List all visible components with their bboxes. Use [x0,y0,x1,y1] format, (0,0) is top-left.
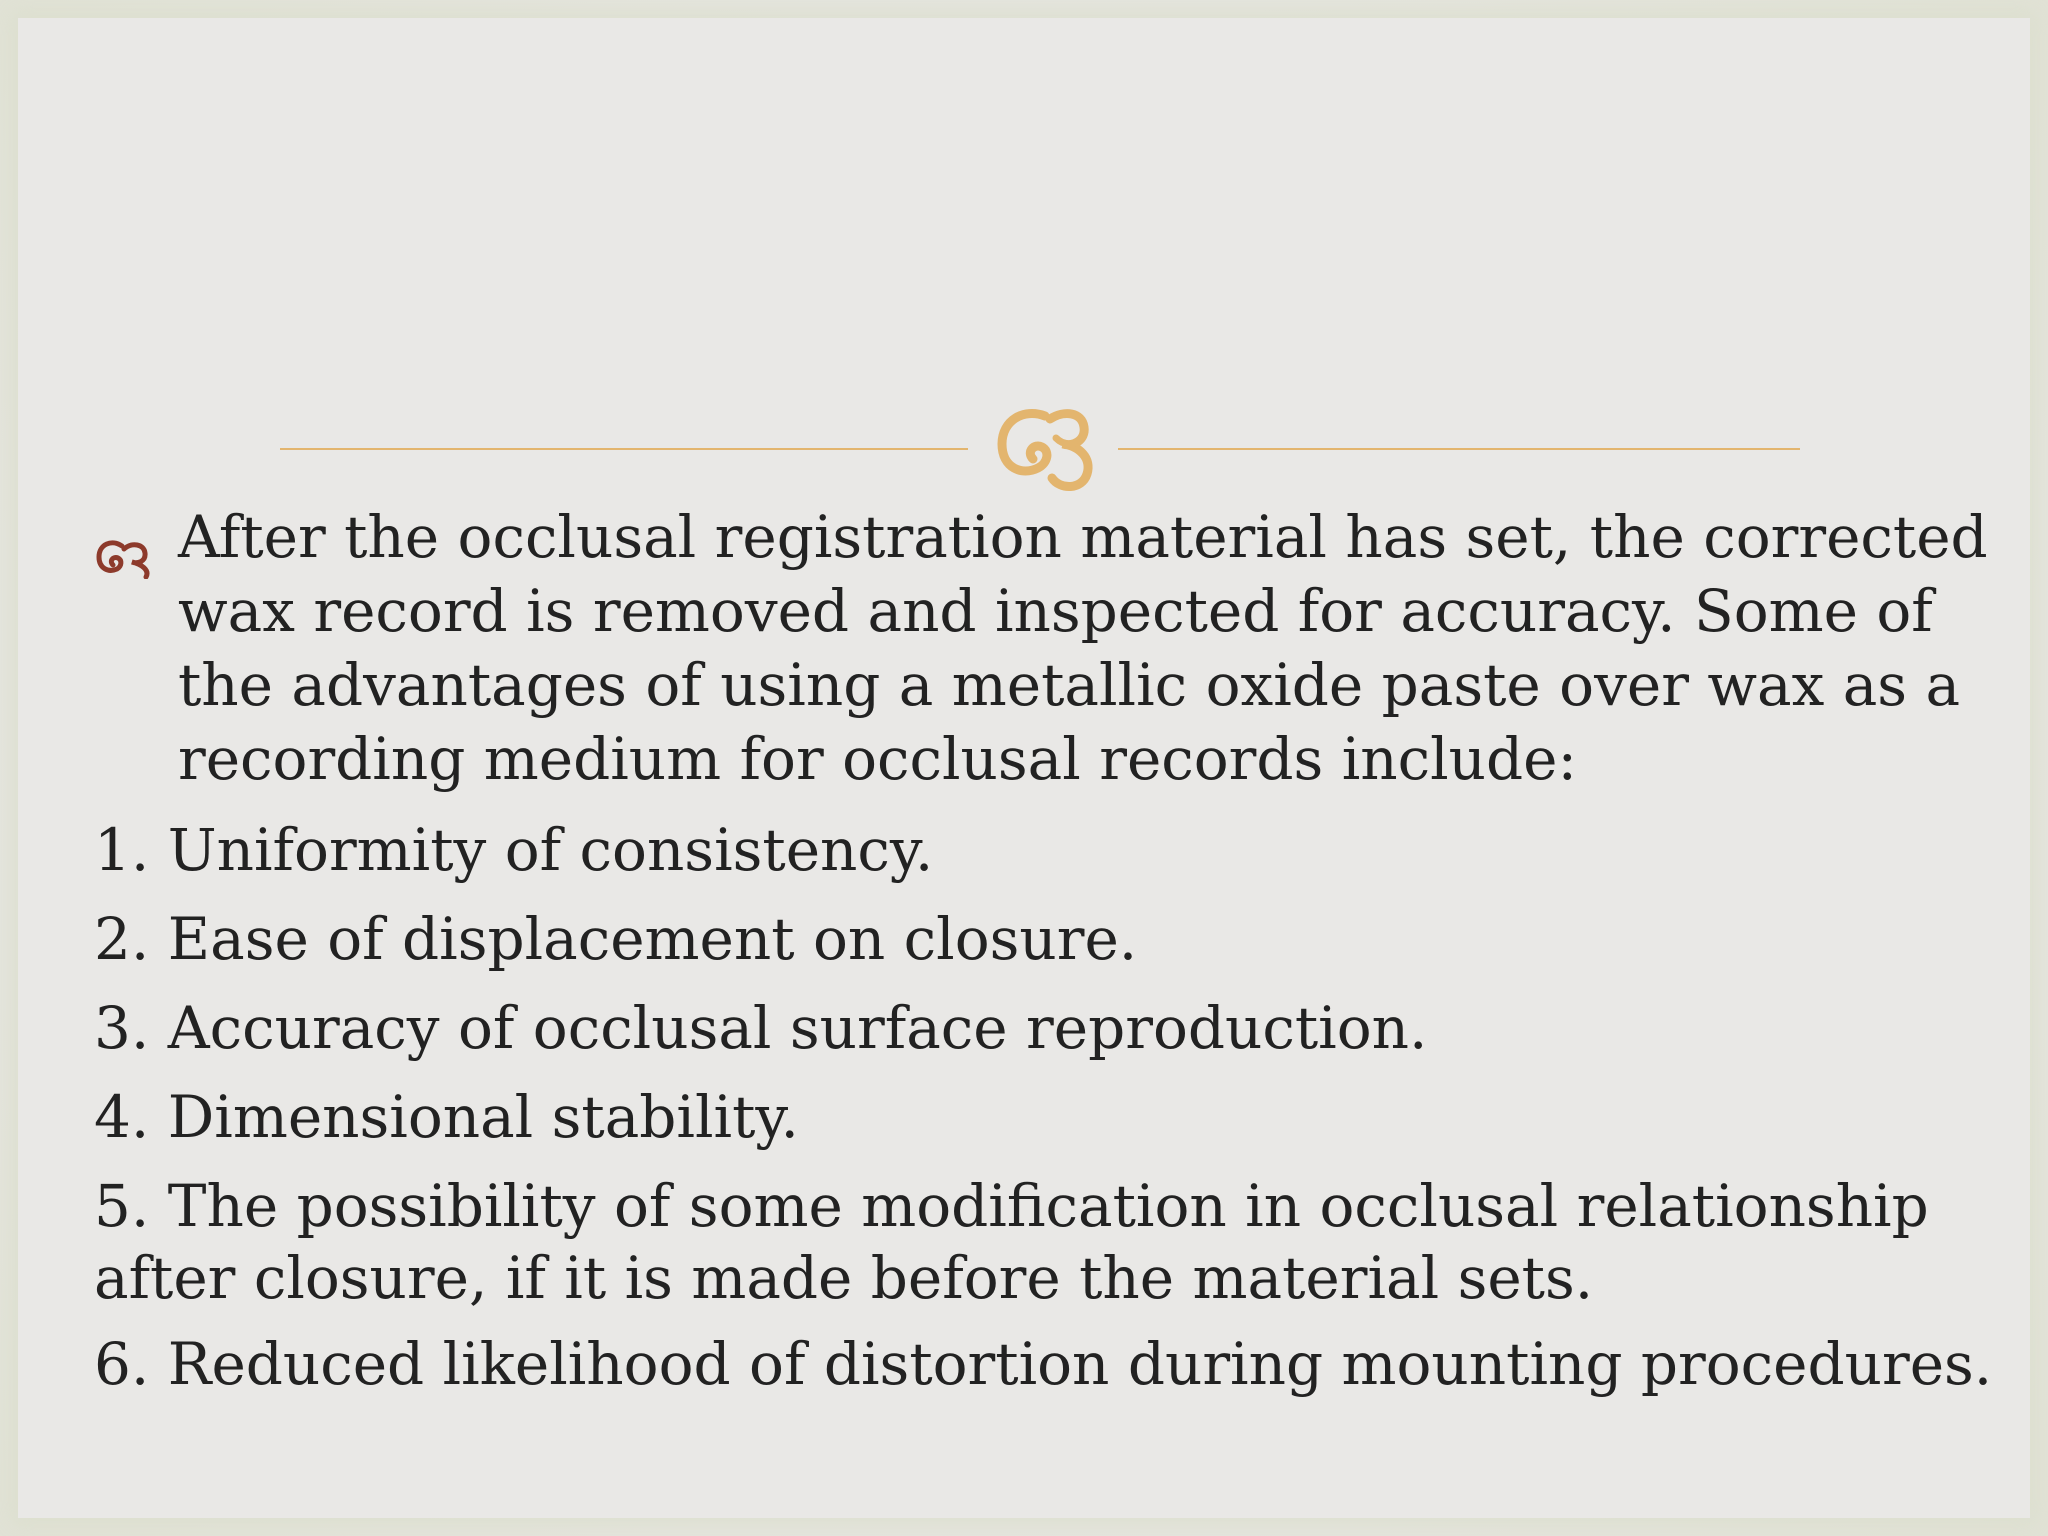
slide-canvas [18,18,2030,1518]
slide-body [94,500,1994,1417]
intro-text: After the occlusal registration material has set, the corrected wax record is removed and inspected for accuracy. Some of the advantages of using a metallic oxide paste over wax as a recording medium for occlusal records include: [178,503,1988,793]
ornamental-bullet-icon [94,522,156,564]
advantage-item-1: 1. Uniformity of consistency. [94,816,934,884]
advantage-item-6: 6. Reduced likelihood of distortion during mounting procedures. [94,1330,1993,1398]
advantage-item-5: 5. The possibility of some modification in occlusal relationship after closure, if it is made before the material sets. [94,1172,1929,1312]
ornamental-flourish-icon [968,396,1118,496]
advantage-item-4: 4. Dimensional stability. [94,1083,799,1151]
intro-bullet [94,500,1994,796]
advantage-item-2: 2. Ease of displacement on closure. [94,905,1138,973]
advantage-item-3: 3. Accuracy of occlusal surface reproduction. [94,994,1428,1062]
